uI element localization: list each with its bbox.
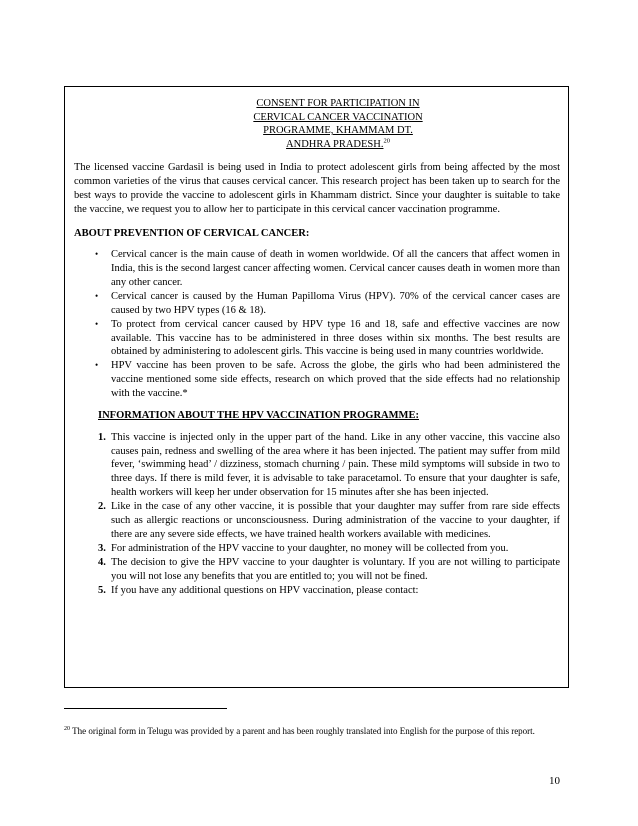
list-item [74,431,560,501]
list-item-text: The decision to give the HPV vaccine to your daughter is voluntary. If you are not willing to participate you will not lose any benefits that you are entitled to; you will not be fined. [111,556,560,582]
form-title-line: CONSENT FOR PARTICIPATION IN [256,98,420,109]
section-heading-prevention: ABOUT PREVENTION OF CERVICAL CANCER: [74,227,310,239]
intro-paragraph: The licensed vaccine Gardasil is being used in India to protect adolescent girls from being affected by the most common varieties of the virus that causes cervical cancer. This research project has been taken up to search for the best ways to provide the vaccine to adolescent girls in Khammam district. Since your daughter is suitable to take the vaccine, we request you to allow her to participate in this cervical cancer vaccination programme. [74,162,560,215]
form-title-last-line [286,139,390,150]
list-item [74,556,560,584]
bullet-icon: • [95,318,99,329]
programme-numbered-list [74,431,560,598]
list-item-text: Cervical cancer is caused by the Human Papilloma Virus (HPV). 70% of the cervical cancer cases are caused by two HPV types (16 & 18). [111,290,560,316]
bullet-icon: • [95,249,99,260]
list-item-number: 2. [98,501,106,513]
bullet-icon: • [95,360,99,371]
list-item-text: Like in the case of any other vaccine, it is possible that your daughter may suffer from rare side effects such as allergic reactions or unconsciousness. During administration of the vaccine to your daughter, if there are any severe side effects, we have trained health workers available with medicines. [111,501,560,540]
list-item [74,542,560,556]
list-item-text: To protect from cervical cancer caused by HPV type 16 and 18, safe and effective vaccines are now available. This vaccine has to be administered in three doses within six months. The best results are obtained by administering to adolescent girls. This vaccine is being used in many countries worldwide. [111,318,560,358]
list-item [74,584,560,598]
list-item [74,290,560,318]
footnote-number: 20 [64,726,70,732]
list-item-text: Cervical cancer is the main cause of death in women worldwide. Of all the cancers that affect women in India, this is the second largest cancer affecting women. Cervical cancer causes death in women more than any other cancer. [111,249,560,288]
section-heading-programme: INFORMATION ABOUT THE HPV VACCINATION PROGRAMME: [98,410,419,422]
form-title [74,97,560,151]
list-item-text: For administration of the HPV vaccine to your daughter, no money will be collected from you. [111,542,509,554]
footnote-reference: 20 [383,137,390,144]
footnote-divider [64,708,227,709]
footnote-text: The original form in Telugu was provided by a parent and has been roughly translated into English for the purpose of this report. [72,726,535,736]
prevention-bullet-list [74,248,560,401]
list-item-text: HPV vaccine has been proven to be safe. Across the globe, the girls who had been administered the vaccine mentioned some side effects, research on which proved that the side effects had no relationship with the vaccine.* [111,360,560,400]
form-title-line: ANDHRA PRADESH. [286,138,384,150]
list-item-number: 1. [98,431,106,443]
list-item [74,248,560,290]
list-item-number: 3. [98,542,106,554]
footnote [64,725,569,738]
list-item-text: This vaccine is injected only in the upper part of the hand. Like in any other vaccine, this vaccine also causes pain, redness and swelling of the area where it has been injected. The patient may suffer from mild fever, ‘swimming head’ / dizziness, stomach churning / pain. These mild symptoms will subside in two to three days. If there is mild fever, it is advisable to take paracetamol. To ensure that your daughter is safe, health workers will keep her under observation for 15 minutes after she has been injected. [111,431,560,499]
form-title-line: PROGRAMME, KHAMMAM DT. [263,125,413,136]
list-item-number: 4. [98,556,106,568]
page-number: 10 [549,775,560,787]
bullet-icon: • [95,290,99,301]
list-item [74,500,560,542]
list-item [74,359,560,401]
list-item [74,318,560,360]
consent-form-box [64,86,569,688]
form-title-line: CERVICAL CANCER VACCINATION [253,111,423,123]
list-item-number: 5. [98,584,106,596]
list-item-text: If you have any additional questions on HPV vaccination, please contact: [111,584,419,596]
